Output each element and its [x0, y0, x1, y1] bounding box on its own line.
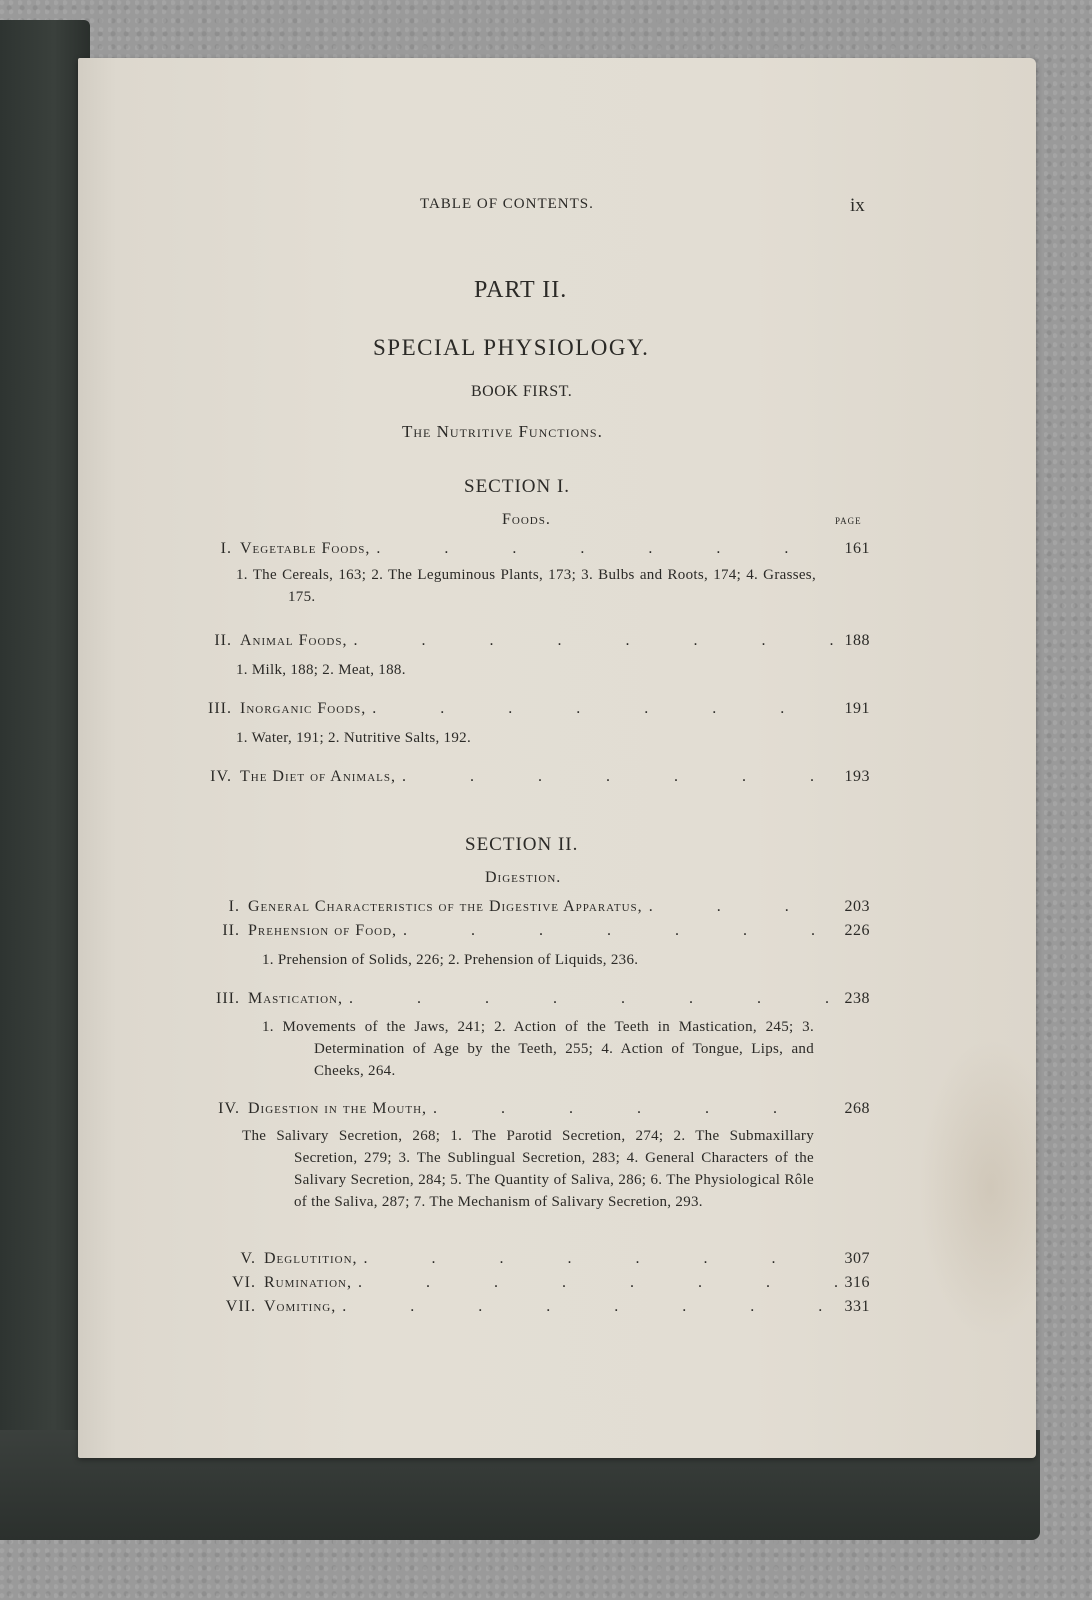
chapter-number: I.	[228, 898, 240, 915]
chapter-title: The Diet of Animals,	[240, 768, 396, 785]
chapter-subtopics: 1. Water, 191; 2. Nutritive Salts, 192.	[236, 730, 472, 746]
chapter-number: V.	[240, 1250, 256, 1267]
chapter-page: 307	[844, 1250, 870, 1267]
chapter-title: Vegetable Foods,	[240, 540, 371, 557]
chapter-subtopics: 1. Milk, 188; 2. Meat, 188.	[236, 662, 406, 678]
chapter-subtopics: 1. Movements of the Jaws, 241; 2. Action of the Teeth in Mastication, 245; 3. Determination of Age by the Teeth, 255; 4. Action of Tongue, Lips, and Cheeks, 264.	[262, 1019, 814, 1079]
chapter-title: Prehension of Food,	[248, 922, 398, 939]
chapter-subtopics: 1. The Cereals, 163; 2. The Leguminous Plants, 173; 3. Bulbs and Roots, 174; 4. Grasses, 175.	[236, 567, 816, 605]
page-title: SPECIAL PHYSIOLOGY.	[373, 335, 650, 360]
dot-leader	[372, 700, 838, 718]
section-subheading-2: Digestion.	[485, 869, 562, 886]
chapter-page: 268	[844, 1100, 870, 1117]
chapter-number: VII.	[225, 1298, 256, 1315]
chapter-title: Digestion in the Mouth,	[248, 1100, 428, 1117]
toc-entry[interactable]	[208, 1274, 870, 1292]
chapter-number: I.	[220, 540, 232, 557]
section-heading-2: SECTION II.	[465, 834, 579, 855]
chapter-number: II.	[214, 632, 232, 649]
book-page	[78, 58, 1036, 1458]
chapter-title: Inorganic Foods,	[240, 700, 367, 717]
book-cover-edge	[0, 20, 90, 1520]
toc-entry[interactable]	[216, 898, 870, 916]
chapter-title: General Characteristics of the Digestive Apparatus,	[248, 898, 643, 915]
chapter-subtopics: 1. Prehension of Solids, 226; 2. Prehension of Liquids, 236.	[262, 952, 639, 968]
dot-leader	[349, 990, 838, 1008]
toc-entry[interactable]	[208, 922, 870, 940]
dot-leader	[353, 632, 838, 650]
chapter-subtopics: The Salivary Secretion, 268; 1. The Parotid Secretion, 274; 2. The Submaxillary Secretion, 279; 3. The Sublingual Secretion, 283; 4. General Characters of the Salivary Secretion, 284; 5. The Quantity of Saliva, 286; 6. The Physiological Rôle of the Saliva, 287; 7. The Mechanism of Salivary Secretion, 293.	[242, 1128, 814, 1210]
chapter-page: 203	[844, 898, 870, 915]
toc-entry[interactable]	[192, 768, 870, 786]
chapter-page: 193	[844, 768, 870, 785]
chapter-number: IV.	[218, 1100, 240, 1117]
chapter-number: VI.	[232, 1274, 256, 1291]
dot-leader	[342, 1298, 838, 1316]
section-subheading-1: Foods.	[502, 511, 551, 528]
toc-entry[interactable]	[208, 540, 870, 558]
dot-leader	[364, 1250, 839, 1268]
chapter-page: 161	[844, 540, 870, 557]
dot-leader	[358, 1274, 839, 1292]
dot-leader	[433, 1100, 838, 1118]
chapter-page: 226	[844, 922, 870, 939]
chapter-title: Deglutition,	[264, 1250, 358, 1267]
chapter-page: 188	[844, 632, 870, 649]
page-column-label: PAGE	[835, 516, 862, 526]
toc-entry[interactable]	[200, 632, 870, 650]
chapter-title: Rumination,	[264, 1274, 352, 1291]
chapter-number: II.	[222, 922, 240, 939]
chapter-title: Animal Foods,	[240, 632, 348, 649]
chapter-title: Vomiting,	[264, 1298, 337, 1315]
chapter-number: IV.	[210, 768, 232, 785]
page-number: ix	[850, 195, 865, 216]
running-head: TABLE OF CONTENTS.	[420, 196, 594, 212]
toc-entry[interactable]	[216, 1250, 870, 1268]
water-stain	[918, 1038, 1038, 1338]
toc-entry[interactable]	[192, 700, 870, 718]
dot-leader	[376, 540, 838, 558]
toc-entry[interactable]	[200, 990, 870, 1008]
chapter-number: III.	[208, 700, 232, 717]
dot-leader	[649, 898, 839, 916]
dot-leader	[402, 768, 839, 786]
chapter-title: Mastication,	[248, 990, 344, 1007]
chapter-page: 331	[844, 1298, 870, 1315]
chapter-page: 316	[844, 1274, 870, 1291]
book-heading: BOOK FIRST.	[471, 383, 573, 400]
toc-entry[interactable]	[200, 1100, 870, 1118]
chapter-number: III.	[216, 990, 240, 1007]
dot-leader	[403, 922, 838, 940]
section-heading-1: SECTION I.	[464, 476, 571, 497]
part-heading: PART II.	[474, 277, 568, 303]
book-subtitle: The Nutritive Functions.	[402, 422, 603, 441]
chapter-page: 238	[844, 990, 870, 1007]
chapter-page: 191	[844, 700, 870, 717]
toc-entry[interactable]	[208, 1298, 870, 1316]
